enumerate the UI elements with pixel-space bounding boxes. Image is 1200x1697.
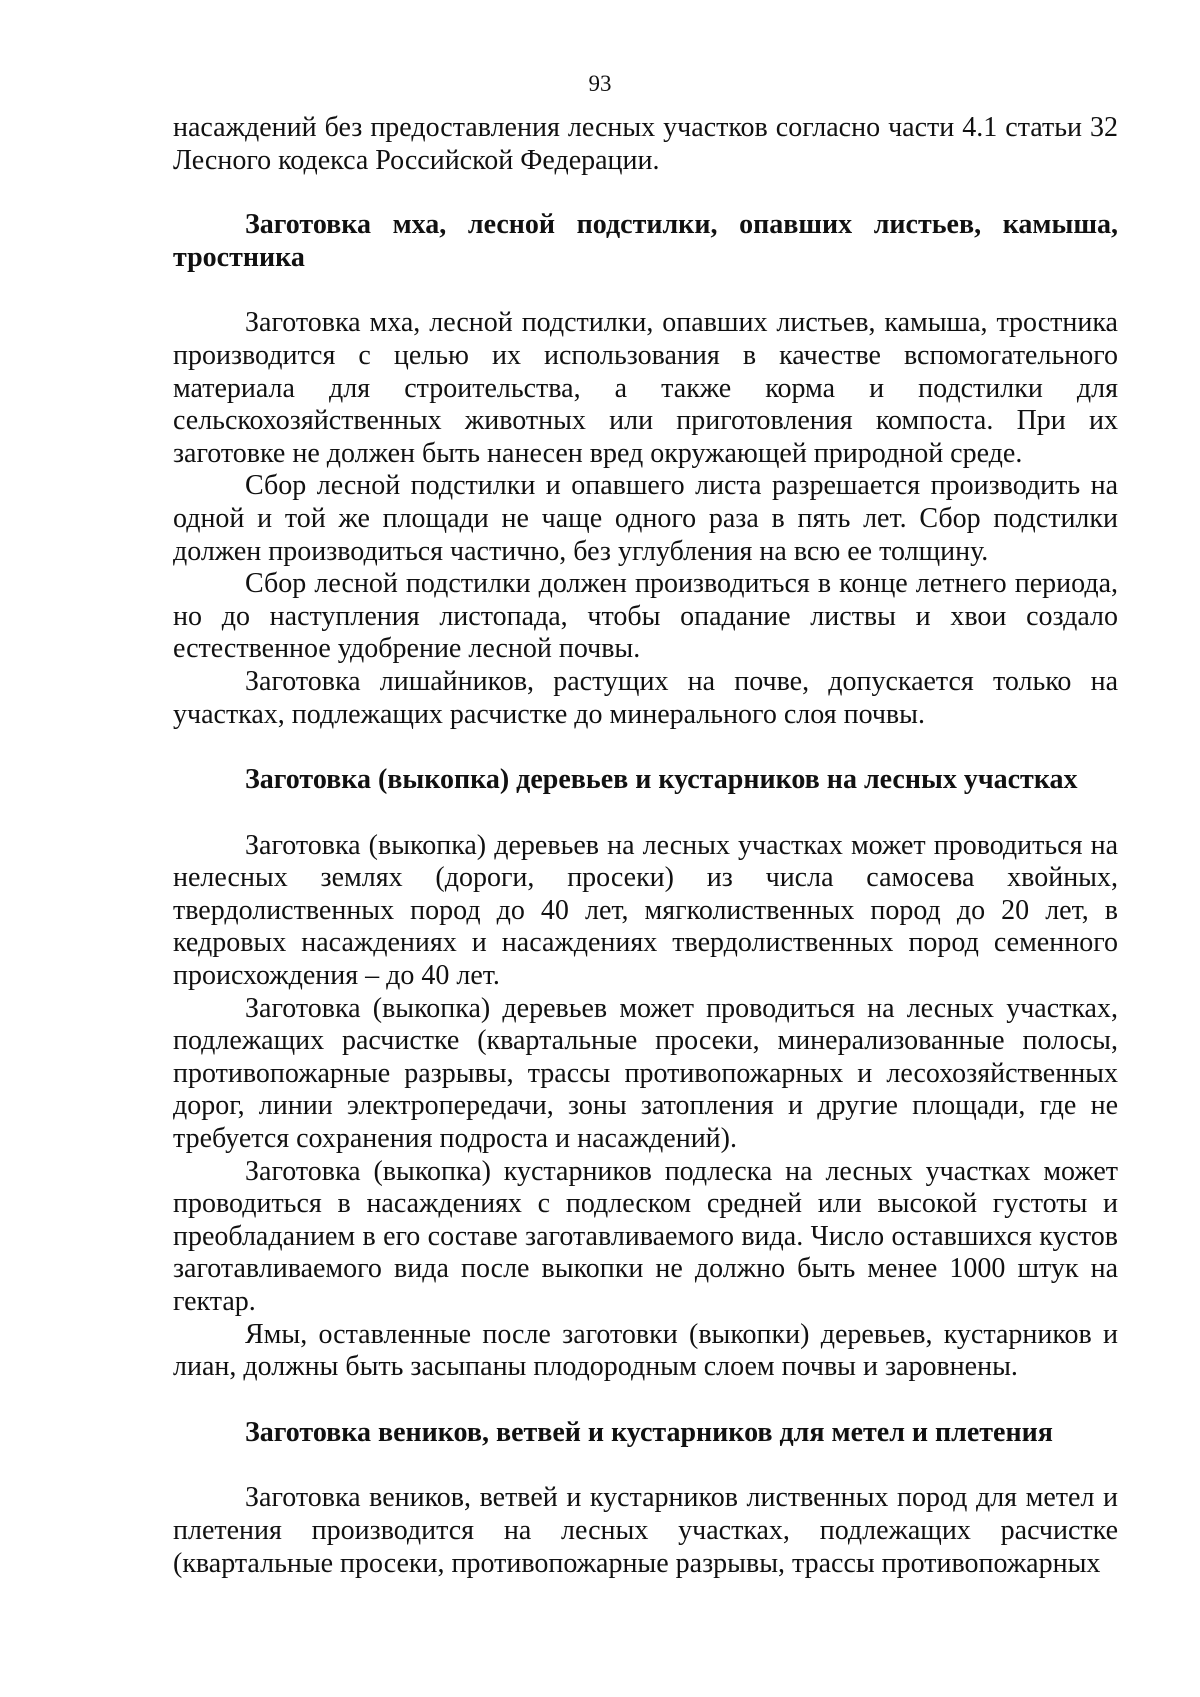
paragraph: Заготовка (выкопка) кустарников подлеска на лесных участках может проводиться в насаждениях с подлеском средней или высокой густоты и преобладанием в его составе заготавливаемого вида. Число оставшихся кустов заготавливаемого вида после выкопки не должно быть менее 1000 штук на гектар. — [173, 1155, 1118, 1317]
paragraph: Заготовка (выкопка) деревьев может проводиться на лесных участках, подлежащих расчистке (квартальные просеки, минерализованные полосы, противопожарные разрывы, трассы противопожарных и лесохозяйственных дорог, линии электропередачи, зоны затопления и другие площади, где не требуется сохранения подроста и насаждений). — [173, 992, 1118, 1155]
intro-paragraph: насаждений без предоставления лесных участков согласно части 4.1 статьи 32 Лесного кодекса Российской Федерации. — [173, 112, 1118, 176]
paragraph: Ямы, оставленные после заготовки (выкопки) деревьев, кустарников и лиан, должны быть засыпаны плодородным слоем почвы и заровнены. — [173, 1318, 1118, 1383]
page-body — [173, 112, 1118, 1580]
page-number: 93 — [588, 71, 612, 96]
paragraph: Заготовка (выкопка) деревьев на лесных участках может проводиться на нелесных землях (дороги, просеки) из числа самосева хвойных, твердолиственных пород до 40 лет, мягколиственных пород до 20 лет, в кедровых насаждениях и насаждениях твердолиственных пород семенного происхождения – до 40 лет. — [173, 829, 1118, 992]
paragraph: Сбор лесной подстилки и опавшего листа разрешается производить на одной и той же площади не чаще одного раза в пять лет. Сбор подстилки должен производиться частично, без углубления на всю ее толщину. — [173, 470, 1118, 567]
section-heading-trees: Заготовка (выкопка) деревьев и кустарников на лесных участках — [245, 764, 1078, 796]
paragraph: Заготовка лишайников, растущих на почве, допускается только на участках, подлежащих расчистке до минерального слоя почвы. — [173, 665, 1118, 730]
paragraph: Заготовка веников, ветвей и кустарников лиственных пород для метел и плетения производится на лесных участках, подлежащих расчистке (квартальные просеки, противопожарные разрывы, трассы противопожарных — [173, 1482, 1118, 1579]
paragraph: Заготовка мха, лесной подстилки, опавших листьев, камыша, тростника производится с целью их использования в качестве вспомогательного материала для строительства, а также корма и подстилки для сельскохозяйственных животных или приготовления компоста. При их заготовке не должен быть нанесен вред окружающей природной среде. — [173, 307, 1118, 469]
section-heading-moss: Заготовка мха, лесной подстилки, опавших листьев, камыша, тростника — [173, 209, 1118, 273]
paragraph: Сбор лесной подстилки должен производиться в конце летнего периода, но до наступления листопада, чтобы опадание листвы и хвои создало естественное удобрение лесной почвы. — [173, 568, 1118, 665]
section-heading-brooms: Заготовка веников, ветвей и кустарников для метел и плетения — [245, 1416, 1053, 1448]
